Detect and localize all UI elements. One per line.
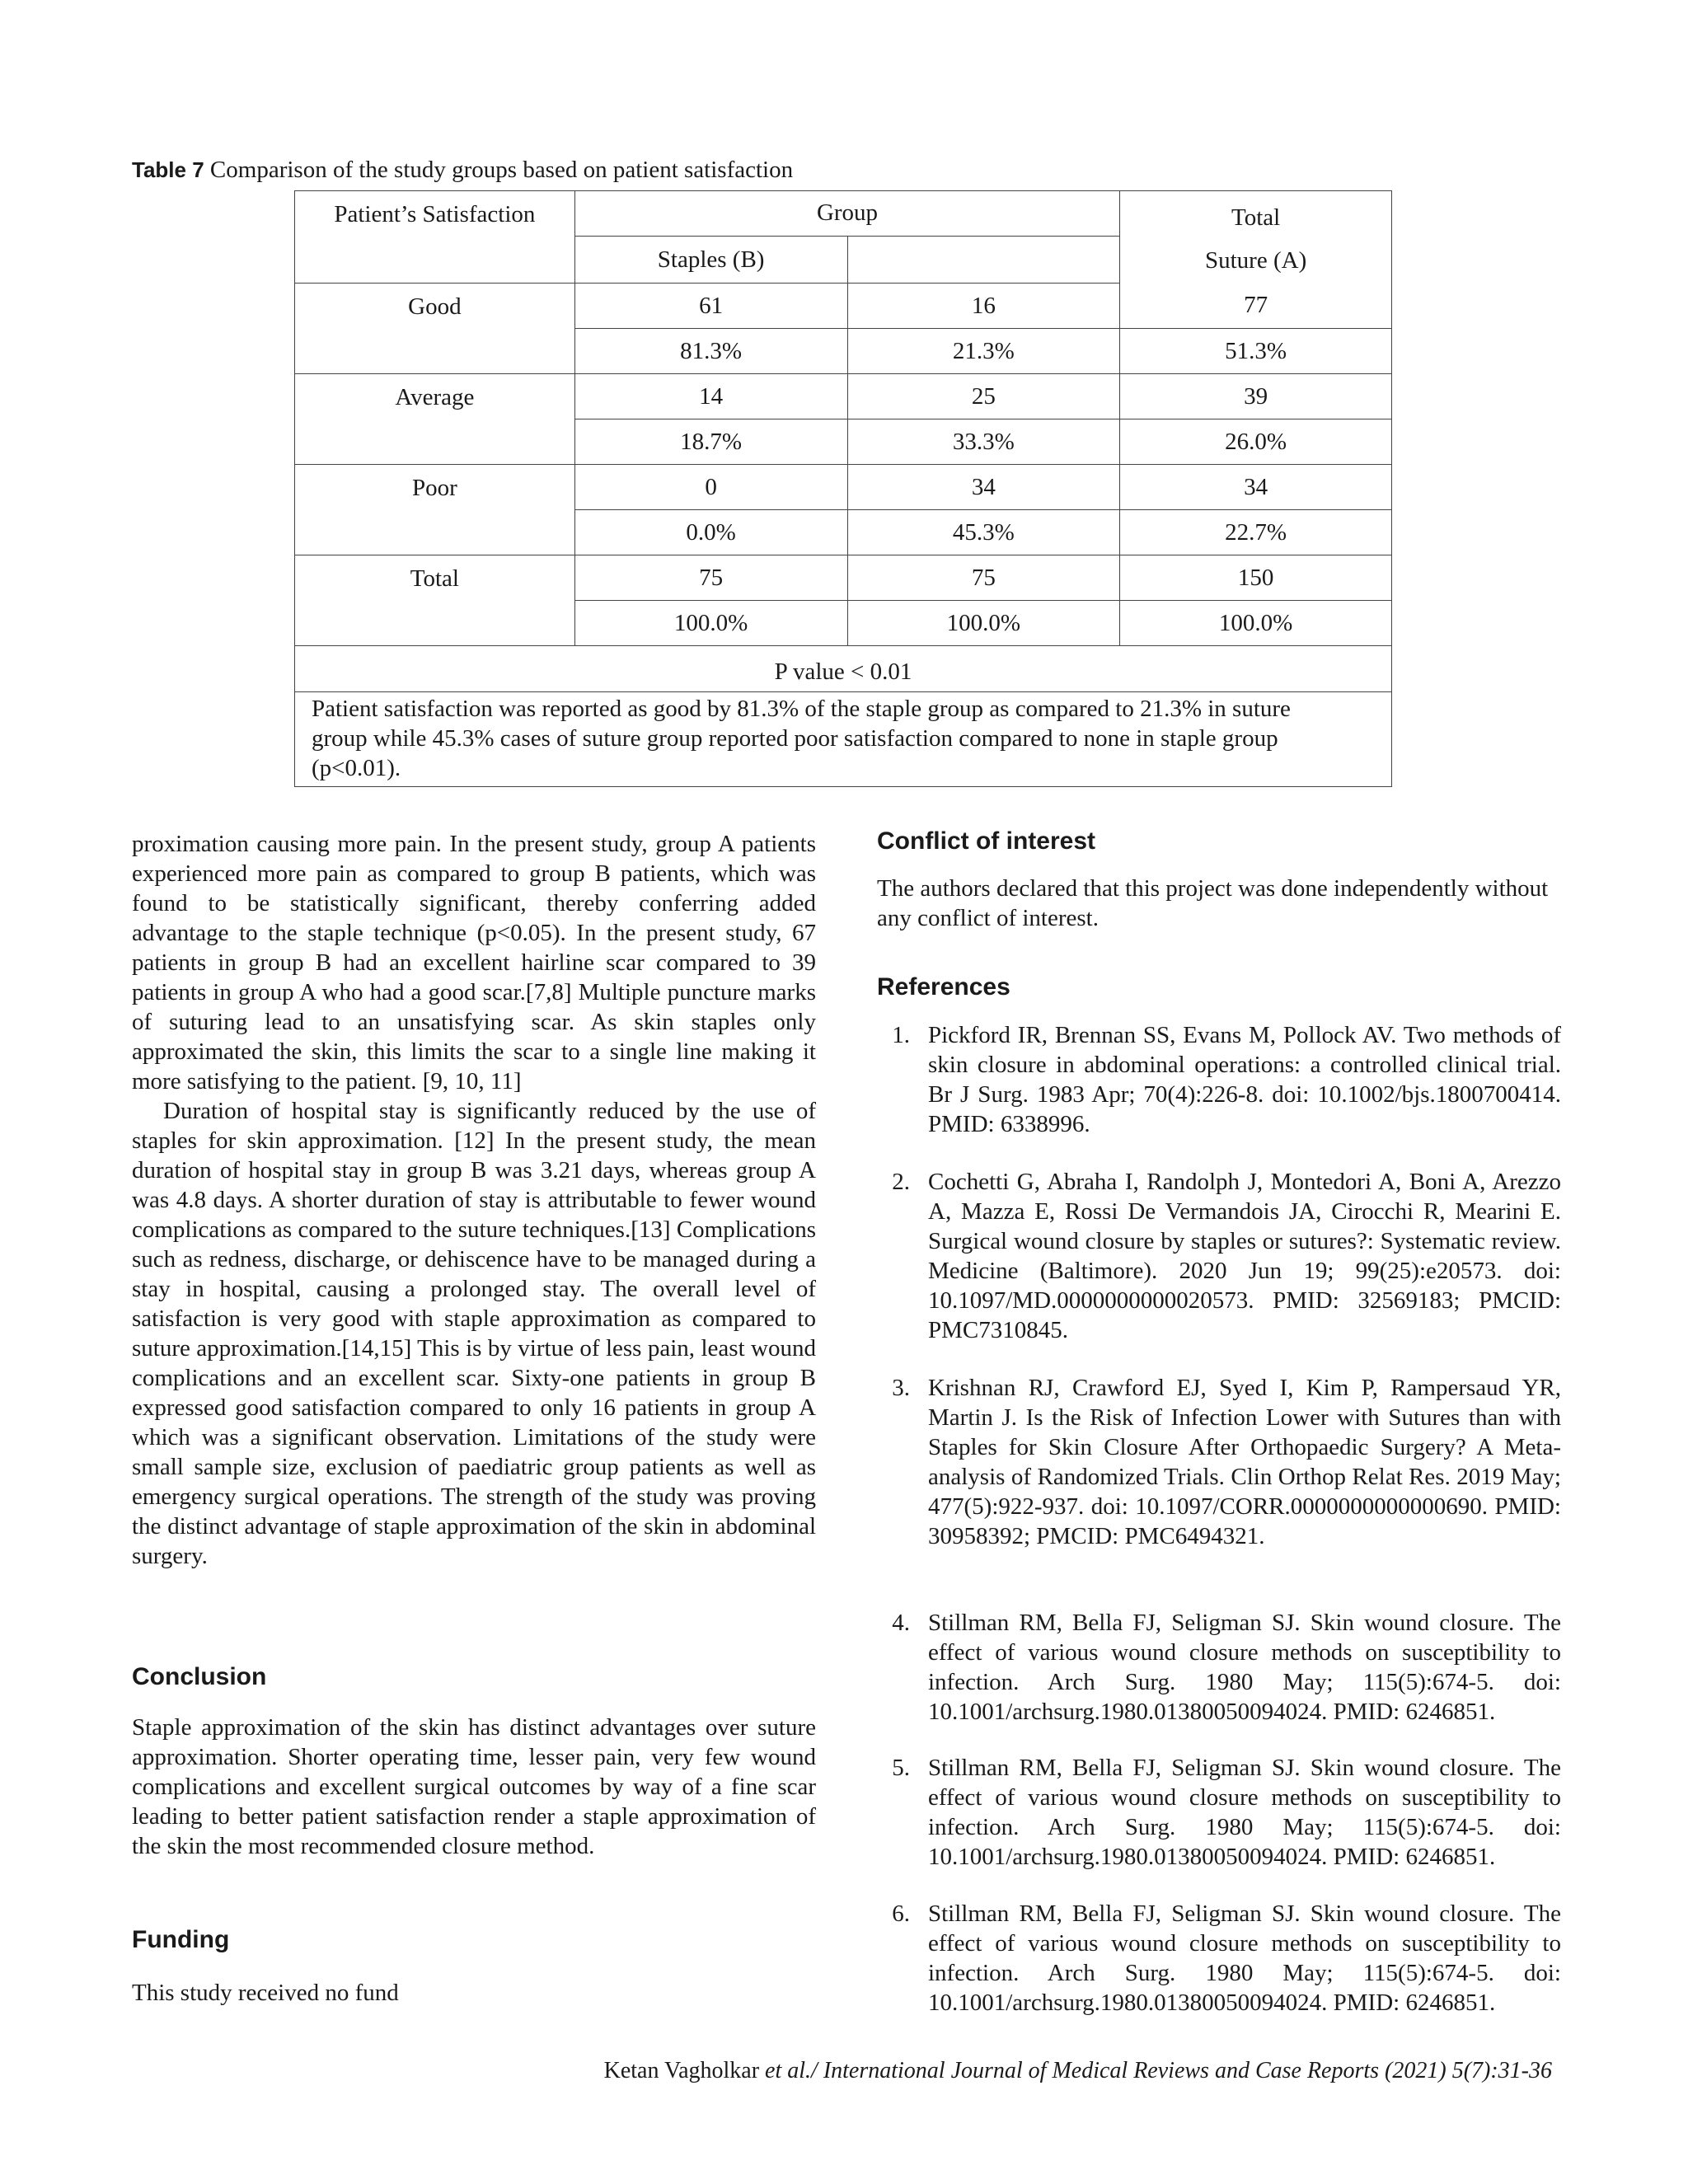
reference-number: 3. xyxy=(892,1375,910,1401)
table-note-row xyxy=(295,692,1392,787)
table-cell: 0.0% xyxy=(574,510,847,555)
table-note xyxy=(295,692,1392,787)
funding-section xyxy=(132,1978,816,2008)
header-suture: Suture (A) xyxy=(1205,246,1307,274)
table-row xyxy=(295,374,1392,419)
conflict-text: The authors declared that this project was done independently without any conflict of interest. xyxy=(877,875,1549,931)
reference-item xyxy=(877,1753,1561,1872)
conclusion-text: Staple approximation of the skin has distinct advantages over suture approximation. Shorter operating time, lesser pain, very few wound complications and excellent surgical outcomes by way of a fine scar leading to better patient satisfaction render a staple approximation of the skin the most recommended closure method. xyxy=(132,1714,816,1859)
table-caption-text: Comparison of the study groups based on patient satisfaction xyxy=(209,157,794,183)
table-row xyxy=(295,555,1392,601)
funding-heading: Funding xyxy=(132,1926,230,1953)
reference-text: Pickford IR, Brennan SS, Evans M, Pollock AV. Two methods of skin closure in abdominal operations: a controlled clinical trial. Br J Surg. 1983 Apr; 70(4):226-8. doi: 10.1002/bjs.1800700414. PMID: 6338996. xyxy=(928,1022,1561,1137)
funding-text: This study received no fund xyxy=(132,1980,399,2006)
table-cell: 22.7% xyxy=(1120,510,1392,555)
table-cell: 21.3% xyxy=(847,329,1120,374)
reference-number: 4. xyxy=(892,1610,910,1636)
row-label-good: Good xyxy=(295,284,575,374)
reference-item xyxy=(877,1167,1561,1345)
table-cell: 33.3% xyxy=(847,419,1120,465)
table-cell: 18.7% xyxy=(574,419,847,465)
reference-text: Stillman RM, Bella FJ, Seligman SJ. Skin wound closure. The effect of various wound closure methods on susceptibility to infection. Arch Surg. 1980 May; 115(5):674-5. doi: 10.1001/archsurg.1980.01380050094024. PMID: 6246851. xyxy=(928,1900,1561,2016)
table-cell-value: 77 xyxy=(1244,292,1268,319)
reference-item xyxy=(877,1899,1561,2018)
table-cell: 75 xyxy=(847,555,1120,601)
table-cell: 39 xyxy=(1120,374,1392,419)
table-cell: 61 xyxy=(574,284,847,329)
table-label: Table 7 xyxy=(132,157,204,182)
table-cell: 34 xyxy=(847,465,1120,510)
table-cell: 26.0% xyxy=(1120,419,1392,465)
reference-item xyxy=(877,1608,1561,1727)
table-cell xyxy=(1120,246,1392,329)
table-row xyxy=(295,284,1392,329)
row-label-total: Total xyxy=(295,555,575,646)
row-label-average: Average xyxy=(295,374,575,465)
table-row xyxy=(295,465,1392,510)
table-cell: 16 xyxy=(847,284,1120,329)
table-cell: 34 xyxy=(1120,465,1392,510)
header-row-label: Patient’s Satisfaction xyxy=(295,191,575,284)
body-paragraph: Duration of hospital stay is significantly reduced by the use of staples for skin approximation. [12] In the present study, the mean duration of hospital stay in group B was 3.21 days, whereas group A was 4.8 days. A shorter duration of stay is attributable to fewer wound complications as compared to the suture techniques.[13] Complications such as redness, discharge, or dehiscence have to be managed during a stay in hospital, causing a prolonged stay. The overall level of satisfaction is very good with staple approximation as compared to suture approximation.[14,15] This is by virtue of less pain, least wound complications and an excellent scar. Sixty-one patients in group B expressed good satisfaction compared to only 16 patients in group A which was a significant observation. Limitations of the study were small sample size, exclusion of paediatric group patients as well as emergency surgical operations. The strength of the study was proving the distinct advantage of staple approximation of the skin in abdominal surgery. xyxy=(132,1098,816,1569)
footer-author: Ketan Vagholkar xyxy=(603,2058,760,2083)
page-footer xyxy=(604,2058,1552,2084)
p-value: P value < 0.01 xyxy=(295,646,1392,692)
p-value-row xyxy=(295,646,1392,692)
header-total: Total xyxy=(1120,191,1392,284)
header-blank xyxy=(847,237,1120,284)
table-cell: 25 xyxy=(847,374,1120,419)
reference-number: 2. xyxy=(892,1169,910,1195)
table-header-row xyxy=(295,191,1392,237)
conflict-heading: Conflict of interest xyxy=(877,827,1096,855)
row-label-poor: Poor xyxy=(295,465,575,555)
reference-item xyxy=(877,1020,1561,1139)
reference-number: 1. xyxy=(892,1022,910,1048)
conclusion-section xyxy=(132,1713,816,1861)
table-cell: 100.0% xyxy=(847,601,1120,646)
reference-item xyxy=(877,1373,1561,1551)
reference-number: 5. xyxy=(892,1755,910,1781)
conclusion-heading: Conclusion xyxy=(132,1663,267,1690)
table-cell: 75 xyxy=(574,555,847,601)
table-cell: 51.3% xyxy=(1120,329,1392,374)
reference-number: 6. xyxy=(892,1900,910,1927)
table-cell: 100.0% xyxy=(1120,601,1392,646)
table-cell: 81.3% xyxy=(574,329,847,374)
header-staples: Staples (B) xyxy=(574,237,847,284)
header-group: Group xyxy=(574,191,1119,237)
table-cell: 14 xyxy=(574,374,847,419)
table-cell: 100.0% xyxy=(574,601,847,646)
table-caption xyxy=(132,157,793,184)
references-heading: References xyxy=(877,973,1010,1001)
reference-text: Krishnan RJ, Crawford EJ, Syed I, Kim P, Rampersaud YR, Martin J. Is the Risk of Infection Lower with Sutures than with Staples for Skin Closure After Orthopaedic Surgery? A Meta-analysis of Randomized Trials. Clin Orthop Relat Res. 2019 May; 477(5):922-937. doi: 10.1097/CORR.0000000000000690. PMID: 30958392; PMCID: PMC6494321. xyxy=(928,1375,1561,1549)
footer-citation: et al./ International Journal of Medical Reviews and Case Reports (2021) 5(7):31-36 xyxy=(765,2058,1552,2083)
reference-text: Cochetti G, Abraha I, Randolph J, Montedori A, Boni A, Arezzo A, Mazza E, Rossi De Vermandois JA, Cirocchi R, Mearini E. Surgical wound closure by staples or sutures?: Systematic review. Medicine (Baltimore). 2020 Jun 19; 99(25):e20573. doi: 10.1097/MD.0000000000020573. PMID: 32569183; PMCID: PMC7310845. xyxy=(928,1169,1561,1343)
table-note-text: Patient satisfaction was reported as good by 81.3% of the staple group as compared to 21.3% in suture group while 45.3% cases of suture group reported poor satisfaction compared to none in staple group (p<0.01). xyxy=(312,696,1291,781)
table-cell: 150 xyxy=(1120,555,1392,601)
reference-text: Stillman RM, Bella FJ, Seligman SJ. Skin wound closure. The effect of various wound closure methods on susceptibility to infection. Arch Surg. 1980 May; 115(5):674-5. doi: 10.1001/archsurg.1980.01380050094024. PMID: 6246851. xyxy=(928,1755,1561,1870)
reference-text: Stillman RM, Bella FJ, Seligman SJ. Skin wound closure. The effect of various wound closure methods on susceptibility to infection. Arch Surg. 1980 May; 115(5):674-5. doi: 10.1001/archsurg.1980.01380050094024. PMID: 6246851. xyxy=(928,1610,1561,1725)
table-cell: 0 xyxy=(574,465,847,510)
conflict-section xyxy=(877,874,1561,933)
body-paragraph: proximation causing more pain. In the present study, group A patients experienced more pain as compared to group B patients, which was found to be statistically significant, thereby conferring added advantage to the staple technique (p<0.05). In the present study, 67 patients in group B had an excellent hairline scar compared to 39 patients in group A who had a good scar.[7,8] Multiple puncture marks of suturing lead to an unsatisfying scar. As skin staples only approximated the skin, this limits the scar to a single line making it more satisfying to the patient. [9, 10, 11] xyxy=(132,831,816,1094)
table-cell: 45.3% xyxy=(847,510,1120,555)
left-column-body xyxy=(132,829,816,1571)
satisfaction-table xyxy=(294,190,1392,787)
